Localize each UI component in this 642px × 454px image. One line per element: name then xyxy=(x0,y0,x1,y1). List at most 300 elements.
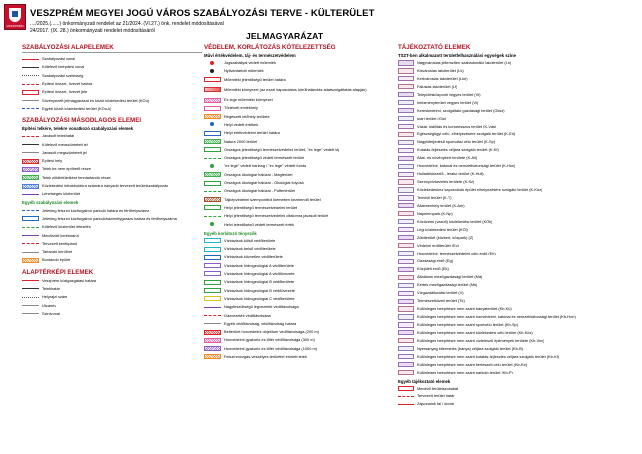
legend-row xyxy=(204,171,390,179)
legend-row xyxy=(204,112,390,120)
legend-label: Honvédelmi gyakorló és lőtér védőtávolsága (300 m) xyxy=(224,338,315,343)
legend-row xyxy=(22,72,202,80)
legend-label: Kötelező beépítési vonal xyxy=(42,65,85,70)
legend-label: Építési övezet, övezet jele xyxy=(42,90,88,95)
subsection-title: Építési telkére, telekre vonatkozó szabályozási elemek xyxy=(22,126,134,132)
legend-row xyxy=(22,223,202,231)
hatch-red-swatch-icon xyxy=(22,159,39,164)
legend-row xyxy=(204,237,390,245)
legend-label: Veszprém közigazgatási határa xyxy=(42,278,97,283)
legend-label: Közlekedéshez kapcsolódó épület elhelyezésére szolgáló terület (K-Köz) xyxy=(417,188,543,192)
legend-row xyxy=(398,202,634,210)
legend-label: Különleges beépítésre nem szánt sportcélú terület (Kb-Sp) xyxy=(417,322,518,327)
legend-label: Tartandó kerülhet xyxy=(42,250,73,255)
legend-label: Közjóléti erdő (Ek) xyxy=(417,267,449,272)
line-black-swatch-icon xyxy=(22,144,39,145)
subsection-title: Műví értékvédelem, táj- és természetvédelem xyxy=(204,53,296,58)
section-title: VÉDELEM, KORLÁTOZÁS KÖTELEZETTSÉG xyxy=(204,44,336,51)
line-black-swatch-icon xyxy=(22,67,39,68)
box-blue-swatch-icon xyxy=(204,131,221,136)
box-pur-swatch-icon xyxy=(204,263,221,268)
legend-row xyxy=(204,59,390,67)
legend-row xyxy=(204,270,390,278)
legend-label: Szabályozási vonal xyxy=(42,57,76,62)
legend-row xyxy=(22,80,202,88)
p3-swatch-icon xyxy=(398,314,414,319)
legend-label: Vízbázisok külső védőterülete xyxy=(224,238,276,243)
legend-row xyxy=(398,361,634,369)
p2-swatch-icon xyxy=(398,370,414,375)
legend-label: Természetközeli terület (Tk) xyxy=(417,299,465,304)
legend-list xyxy=(22,277,202,318)
legend-row xyxy=(22,105,202,113)
legend-row xyxy=(398,59,634,67)
dot-grn-swatch-icon xyxy=(204,164,221,169)
dot-red-swatch-icon xyxy=(204,61,221,66)
legend-label: Országos ökológiai hálózat - Pufferterület xyxy=(224,189,296,194)
legend-label: Ex lege műemléki környezet xyxy=(224,98,273,102)
line-red-swatch-icon xyxy=(398,404,414,405)
legend-list xyxy=(204,237,390,361)
legend-row xyxy=(22,96,202,104)
legend-row xyxy=(398,400,634,408)
legend-label: Védelmi erdőterület (Ev) xyxy=(417,243,459,248)
legend-list xyxy=(398,385,634,409)
p2-swatch-icon xyxy=(398,179,414,184)
legend-label: Különleges beépítésre nem szánt vízteleszű épitmények területe (Kb-Vkv) xyxy=(417,338,545,343)
subsection-title: TSZT-ben alkalmazott területfelhasználási egységek színe xyxy=(398,53,516,58)
p0-swatch-icon xyxy=(398,291,414,296)
legend-row xyxy=(398,281,634,289)
line-red-swatch-icon xyxy=(22,59,39,60)
legend-label: Nyilvántartott műemlék xyxy=(224,69,264,74)
p1-swatch-icon xyxy=(398,235,414,240)
legend-label: Tájképvédelmi szempontból kiemelten kezelendő terület xyxy=(224,197,321,202)
legend-row xyxy=(22,256,202,264)
line-grn-dash-swatch-icon xyxy=(204,191,221,192)
legend-row xyxy=(204,278,390,286)
legend-label: Kereskedelmi, szolgáltató gazdasági terület (Gksz) xyxy=(417,108,505,113)
legend-row xyxy=(398,146,634,154)
legend-label: Országos jelentőségű természetvédelmi terület, "ex lege" védett táj xyxy=(224,147,340,152)
city-logo xyxy=(4,4,26,30)
legend-label: Intézményterület vegyes terület (Vi) xyxy=(417,100,479,105)
hatch-pur-swatch-icon xyxy=(22,167,39,172)
legend-row xyxy=(22,132,202,140)
line-grn-dash-swatch-icon xyxy=(22,227,39,228)
line-dot-swatch-icon xyxy=(22,75,39,76)
legend-row xyxy=(398,369,634,377)
p0-swatch-icon xyxy=(398,124,414,129)
legend-row xyxy=(22,240,202,248)
p0-swatch-icon xyxy=(398,227,414,232)
legend-label: Telek zöldfelületként fenntartandó része xyxy=(42,175,111,180)
legend-label: Építési övezet, övezet határa xyxy=(42,82,93,86)
legend-label: Nagykiterjedésű sportolási célú terület (K-Sp) xyxy=(417,140,496,145)
legend-label: Natura 2000 terület xyxy=(224,139,258,144)
legend-column-3 xyxy=(398,40,634,408)
legend-row xyxy=(22,301,202,309)
legend-row xyxy=(204,179,390,187)
legend-row xyxy=(22,215,202,223)
p2-swatch-icon xyxy=(398,211,414,216)
legend-row xyxy=(204,195,390,203)
box-cyan-swatch-icon xyxy=(204,247,221,252)
legend-row xyxy=(398,107,634,115)
legend-row xyxy=(398,194,634,202)
legend-row xyxy=(22,277,202,285)
legend-label: Állat- és növénykert területe (K-Áll) xyxy=(417,156,478,161)
legend-row xyxy=(204,84,390,96)
legend-row xyxy=(204,286,390,294)
box-grn-swatch-icon xyxy=(204,280,221,285)
dot-grn-swatch-icon xyxy=(204,222,221,227)
legend-label: Közüzemi (vasúti) közlekedési terület (KÖk) xyxy=(417,219,493,224)
legend-label: Műemléki jelentőségű terület határa xyxy=(224,77,286,82)
p3-swatch-icon xyxy=(398,187,414,192)
legend-row xyxy=(22,285,202,293)
legend-label: Temető terület (K-T) xyxy=(417,195,452,200)
legend-row xyxy=(204,187,390,195)
legend-label: "ex lege" védett barlang / "ex lege" védett forrás xyxy=(224,164,307,169)
legend-label: Zöldterület (közkert, közpark) (Z) xyxy=(417,235,474,240)
legend-row xyxy=(398,392,634,400)
legend-row xyxy=(398,75,634,83)
legend-row xyxy=(398,178,634,186)
hatch-orange-swatch-icon xyxy=(204,114,221,119)
legend-row xyxy=(398,218,634,226)
legend-label: Történeti emlékhely xyxy=(224,106,258,111)
box-pink-swatch-icon xyxy=(204,106,221,111)
line-red-dash-swatch-icon xyxy=(22,84,39,85)
line-grey-swatch-icon xyxy=(204,323,221,324)
legend-row xyxy=(204,353,390,361)
legend-row xyxy=(204,76,390,84)
legend-list xyxy=(398,59,634,377)
legend-row xyxy=(22,165,202,173)
legend-list xyxy=(22,206,202,264)
line-red-dash-swatch-icon xyxy=(398,396,414,397)
box-blue-swatch-icon xyxy=(22,216,39,221)
legend-label: Vízbázisok belső védőterülete xyxy=(224,247,276,252)
legend-label: Vízbázisok hidrogeológiai B védőterülete xyxy=(224,280,295,285)
p0-swatch-icon xyxy=(398,172,414,177)
legend-label: Építési hely xyxy=(42,159,63,164)
legend-label: Megévő ferületszolgálat xyxy=(417,386,459,391)
box-yellow-swatch-icon xyxy=(204,296,221,301)
fill-red-grad-swatch-icon xyxy=(204,87,221,92)
line-grey-swatch-icon xyxy=(22,252,39,253)
legend-label: Kötelező megszüntetett jel xyxy=(42,142,88,147)
legend-label: Légi közlekedési terület (KÖl) xyxy=(417,227,468,232)
p1-swatch-icon xyxy=(398,60,414,65)
legend-label: Gázvezeték védőtávolsága xyxy=(224,313,271,318)
legend-row xyxy=(398,257,634,265)
legend-label: Különleges beépítésre nem szánt kertészeti célú terület (Kb-Ke) xyxy=(417,362,528,367)
legend-list xyxy=(22,55,202,113)
legend-row xyxy=(22,140,202,148)
box-blue-swatch-icon xyxy=(204,255,221,260)
legend-row xyxy=(204,204,390,212)
legend-row xyxy=(22,206,202,214)
legend-title: JELMAGYARÁZAT xyxy=(246,31,324,41)
line-red-dash-swatch-icon xyxy=(22,243,39,244)
legend-row xyxy=(22,149,202,157)
p1-swatch-icon xyxy=(398,156,414,161)
dot-black-swatch-icon xyxy=(204,69,221,74)
legend-row xyxy=(204,320,390,328)
legend-row xyxy=(398,337,634,345)
legend-row xyxy=(398,265,634,273)
legend-row xyxy=(398,345,634,353)
p3-swatch-icon xyxy=(398,346,414,351)
legend-label: Jogszabállyal védett műemlék xyxy=(224,61,276,66)
legend-list xyxy=(22,132,202,198)
line-red-dash-swatch-icon xyxy=(22,136,39,137)
legend-label: Helyi jelentőségű természetvédelmi oltalomra javasolt terület xyxy=(224,214,329,219)
legend-label: Telekhatár xyxy=(42,287,60,291)
legend-label: Nagyvárosias jellemzően szabadonálló lakóterület (Ln) xyxy=(417,61,512,65)
divider xyxy=(22,52,202,53)
legend-row xyxy=(22,55,202,63)
p3-swatch-icon xyxy=(398,164,414,169)
legend-label: Honvédelmi, katonai és nemzetbiztonsági terület (K-Hon) xyxy=(417,164,516,169)
line-blue-dash-swatch-icon xyxy=(22,210,39,211)
legend-row xyxy=(204,303,390,311)
p3-swatch-icon xyxy=(398,283,414,288)
legend-row xyxy=(398,138,634,146)
legend-label: Kertvárosias lakóterület (Lke) xyxy=(417,76,468,81)
p1-swatch-icon xyxy=(398,330,414,335)
legend-row xyxy=(204,253,390,261)
legend-label: Szintvonal xyxy=(42,311,60,316)
legend-label: Ipari terület (Gip) xyxy=(417,116,447,121)
p1-swatch-icon xyxy=(398,362,414,367)
legend-row xyxy=(398,186,634,194)
legend-row xyxy=(398,67,634,75)
legend-label: Hulladékkezelő-, lerakó terület (K-Hull) xyxy=(417,172,484,177)
legend-label: Egyéb közút közlekedési terület (KÖu-k) xyxy=(42,106,112,111)
legend-label: Helyi jelentőségű védett természeti érték xyxy=(224,222,295,227)
legend-label: Telek be nem építhető része xyxy=(42,167,91,172)
line-red-swatch-icon xyxy=(22,280,39,281)
legend-label: Különleges beépítésre nem szánt parkoló terület (Kb-P) xyxy=(417,370,513,375)
page-title: VESZPRÉM MEGYEI JOGÚ VÁROS SZABÁLYOZÁSI TERVE - KÜLTERÜLET xyxy=(30,8,375,19)
hatch-pur-swatch-icon xyxy=(204,346,221,351)
hatch-blue-swatch-icon xyxy=(22,184,39,189)
legend-row xyxy=(398,83,634,91)
legend-label: Falusias lakóterület (Lf) xyxy=(417,84,458,89)
box-grn-swatch-icon xyxy=(204,205,221,210)
subsection-title: Egyéb tájékoztató elemek xyxy=(398,378,451,384)
legend-label: Gazdasági erdő (Eg) xyxy=(417,259,453,264)
legend-label: Napelempark (K-Np) xyxy=(417,211,453,216)
hatch-orange-swatch-icon xyxy=(204,354,221,359)
p2-swatch-icon xyxy=(398,306,414,311)
legend-label: Szabályozási szélesség xyxy=(42,73,84,78)
section-title: ALAPTÉRKÉPI ELEMEK xyxy=(22,268,94,276)
legend-label: Vízbázisok közvetlen védőterülete xyxy=(224,255,283,260)
legend-label: Egészségügyi célú, elhelyezésére szolgáló terület (K-Eü) xyxy=(417,132,516,137)
legend-row xyxy=(22,310,202,318)
legend-label: Zajvonalok fal / domb xyxy=(417,402,454,407)
p3-swatch-icon xyxy=(398,219,414,224)
legend-row xyxy=(398,170,634,178)
legend-label: Vízgazdálkodási terület (V) xyxy=(417,291,464,296)
p1-swatch-icon xyxy=(398,203,414,208)
legend-label: Műemléki környezet (az ezzel kapcsolatos körülhatárolás adatszolgáltatás alapján) xyxy=(224,87,367,92)
line-pur-swatch-icon xyxy=(22,194,39,195)
p3-swatch-icon xyxy=(398,140,414,145)
legend-label: Kutatás-fejlesztés céljára szolgáló terület (K-Kf) xyxy=(417,148,499,153)
legend-row xyxy=(398,234,634,242)
legend-row xyxy=(398,250,634,258)
legend-row xyxy=(398,289,634,297)
legend-label: Javasolt megszüntetett jel xyxy=(42,150,87,155)
legend-row xyxy=(398,99,634,107)
legend-row xyxy=(204,336,390,344)
p0-swatch-icon xyxy=(398,259,414,264)
legend-label: Lehetséges közterület xyxy=(42,192,81,197)
legend-row xyxy=(204,121,390,129)
legend-row xyxy=(398,115,634,123)
legend-label: Megőrzött kerékpárút xyxy=(42,233,79,238)
legend-row xyxy=(22,293,202,301)
legend-row xyxy=(398,210,634,218)
legend-row xyxy=(398,273,634,281)
legend-row xyxy=(204,220,390,228)
legend-label: Különleges beépítésre nem szánt közlekedési célú terület (Kb-Köz) xyxy=(417,330,533,335)
legend-label: Helyi értékvédelmi terület határa xyxy=(224,131,280,136)
legend-row xyxy=(398,154,634,162)
legend-label: Kötelező közterület létesítés xyxy=(42,225,91,230)
legend-row xyxy=(398,123,634,131)
legend-label: Különleges beépítésre nem szánt honvédelmi, katonai és nemzetbiztonsági terület (Kb-Hon) xyxy=(417,315,576,319)
p2-swatch-icon xyxy=(398,338,414,343)
section-title: SZABÁLYOZÁSI MÁSODLAGOS ELEMEI xyxy=(22,117,142,125)
p1-swatch-icon xyxy=(398,299,414,304)
legend-row xyxy=(204,154,390,162)
legend-column-2 xyxy=(204,40,390,361)
legend-label: Honvédelmi gyakorló és lőtér védőtávolsága (1000 m) xyxy=(224,346,317,351)
legend-label: Tervezett terület határ xyxy=(417,394,455,399)
legend-label: Nyersanyag kitermelés (bánya) céljára szolgáló terület (Kb-B) xyxy=(417,346,523,351)
subsection-title: Egyéb szabályozási elemek xyxy=(22,200,79,206)
box-cyan-swatch-icon xyxy=(204,238,221,243)
legend-label: Régészeti lelőhely területe xyxy=(224,114,270,119)
legend-label: Helyi védett értékek xyxy=(224,122,259,127)
p0-swatch-icon xyxy=(398,354,414,359)
legend-label: Vízbázisok hidrogeológiai A védőövezete xyxy=(224,272,295,276)
decree-line-2: 24/2017. (IX. 28.) önkormányzati rendelet módosításáról xyxy=(30,28,155,34)
legend-label: Országos jelentőségű védett természeti terület xyxy=(224,156,305,161)
line-black-swatch-icon xyxy=(22,288,39,289)
legend-row xyxy=(22,248,202,256)
legend-row xyxy=(204,328,390,336)
p3-swatch-icon xyxy=(398,116,414,121)
legend-label: Utcanév xyxy=(42,303,57,308)
hatch-brown-swatch-icon xyxy=(204,197,221,202)
p3-swatch-icon xyxy=(398,251,414,256)
p1-swatch-icon xyxy=(398,108,414,113)
legend-label: Kisvárosias lakóterület (Lk) xyxy=(417,68,464,73)
legend-row xyxy=(398,313,634,321)
box-grn-swatch-icon xyxy=(204,147,221,152)
legend-row xyxy=(204,96,390,104)
legend-label: Egyéb védőtávolság, védőtávolság határa xyxy=(224,321,297,326)
hatch-grn-swatch-icon xyxy=(22,175,39,180)
legend-row xyxy=(204,137,390,145)
legend-row xyxy=(398,385,634,393)
p0-swatch-icon xyxy=(398,148,414,153)
legend-label: Bontandó épület xyxy=(42,258,71,263)
line-red-dash-swatch-icon xyxy=(204,315,221,316)
legend-row xyxy=(22,174,202,182)
p1-swatch-icon xyxy=(398,267,414,272)
legend-column-1 xyxy=(22,40,202,318)
box-red-swatch-icon xyxy=(22,90,39,95)
legend-row xyxy=(398,226,634,234)
p0-swatch-icon xyxy=(398,322,414,327)
legend-row xyxy=(398,162,634,170)
legend-label: Különleges beépítésre nem szánt bányaterület (Kb-Kü) xyxy=(417,307,512,311)
legend-row xyxy=(204,146,390,154)
legend-label: Jelenleg felszíni közforgalmú parkoló határa és férőhelyszáma xyxy=(42,208,150,213)
box-red-swatch-icon xyxy=(204,77,221,82)
legend-row xyxy=(204,311,390,319)
legend-label: Vásár, kiállítás és kongresszus terület (K-Vás) xyxy=(417,124,497,129)
legend-label: Általános mezőgazdasági terület (Má) xyxy=(417,275,483,280)
box-grn-swatch-icon xyxy=(204,288,221,293)
legend-label: Vízbázisok hidrogeológiai C védőterülete xyxy=(224,296,295,301)
dot-blue-swatch-icon xyxy=(204,122,221,127)
line-grn-dash-swatch-icon xyxy=(204,216,221,217)
legend-label: Honvédelmi, természetvédelmi célú erdő (Eh) xyxy=(417,251,496,256)
decree-line-1: ..../2025.(......) önkormányzati rendelet az 21/2024. (VI.27.) önk. rendelet módosításával xyxy=(30,21,224,27)
legend-row xyxy=(204,245,390,253)
box-red-swatch-icon xyxy=(398,386,414,391)
legend-row xyxy=(398,242,634,250)
p1-swatch-icon xyxy=(398,92,414,97)
legend-row xyxy=(204,162,390,170)
p2-swatch-icon xyxy=(398,275,414,280)
legend-row xyxy=(398,130,634,138)
p2-swatch-icon xyxy=(398,84,414,89)
p0-swatch-icon xyxy=(398,76,414,81)
legend-row xyxy=(204,67,390,75)
legend-label: Különleges beépítésre nem szánt kutatás-fejlesztés céljára szolgáló terület (Kb-Kf) xyxy=(417,354,560,359)
hatch-orange-swatch-icon xyxy=(22,258,39,263)
box-pur-swatch-icon xyxy=(204,271,221,276)
legend-row xyxy=(22,157,202,165)
legend-label: Településközponti vegyes terület (Vt) xyxy=(417,92,481,97)
hatch-grn-swatch-icon xyxy=(204,172,221,177)
hatch-pink-swatch-icon xyxy=(204,98,221,103)
subsection-title: Egyéb korlátozó tényezők xyxy=(204,230,257,236)
legend-label: Vízbázisok hidrogeológiai B védőövezete xyxy=(224,288,295,293)
legend-label: Felszínmozgás-veszélyes területtel érintett telek xyxy=(224,354,307,359)
box-grn-swatch-icon xyxy=(204,181,221,186)
legend-label: Szennyvízkezelés területe (K-Sz) xyxy=(417,180,475,184)
line-grey-swatch-icon xyxy=(22,100,39,101)
legend-row xyxy=(398,305,634,313)
legend-row xyxy=(204,262,390,270)
legend-label: Javasolt telekhatár xyxy=(42,134,75,139)
logo-caption: VESZPRÉM xyxy=(6,24,24,28)
legend-label: Vízbázisok hidrogeológiai A védőterülete xyxy=(224,263,294,268)
legend-row xyxy=(204,345,390,353)
line-grn-dash-swatch-icon xyxy=(204,158,221,159)
